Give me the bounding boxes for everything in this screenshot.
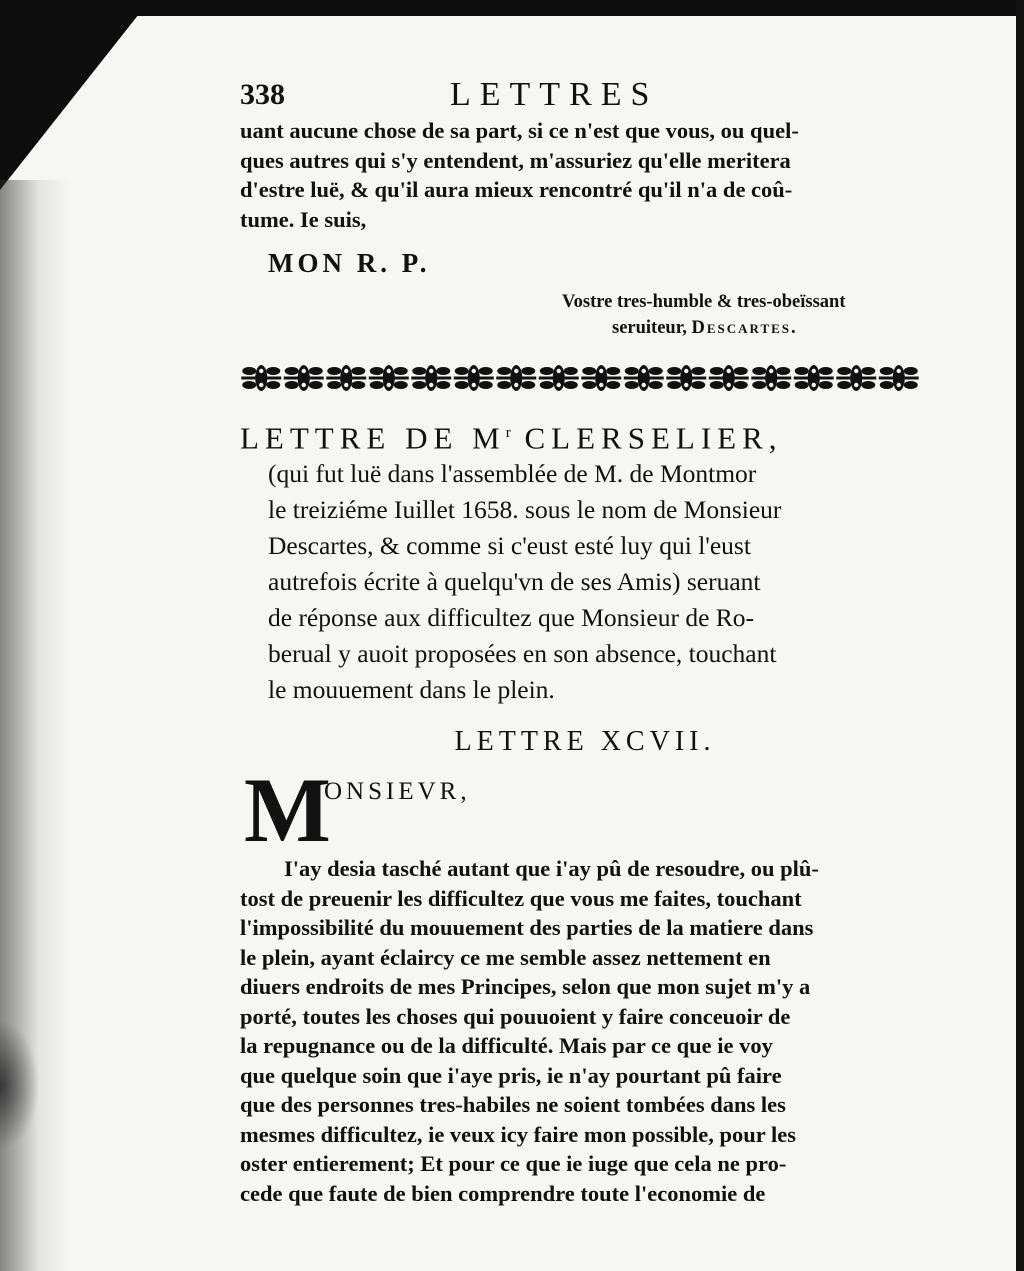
folded-corner [0,0,150,190]
ink-blot [0,1020,40,1150]
book-page [240,72,930,1208]
fleuron-icon [624,365,664,391]
text-line: diuers endroits de mes Principes, selon que mon sujet m'y a [240,974,811,1000]
text-line: oster entierement; Et pour ce que ie iuge que cela ne pro- [240,1151,787,1177]
fleuron-icon [539,365,579,391]
text-line: que des personnes tres-habiles ne soient tombées dans les [240,1092,786,1118]
fleuron-icon [751,365,791,391]
closing-prefix: seruiteur, [612,318,687,338]
fleuron-icon [666,365,706,391]
fleuron-icon [496,365,536,391]
fleuron-icon [836,365,876,391]
opening-word: ONSIEVR, [324,778,471,806]
text-line: cede que faute de bien comprendre toute l'economie de [240,1180,766,1206]
text-line: autrefois écrite à quelqu'vn de ses Amis) seruant [268,567,761,597]
ornamental-band [240,359,920,397]
fleuron-icon [709,365,749,391]
page-header [240,72,930,116]
heading-suffix: CLERSELIER, [524,420,783,456]
text-line: porté, toutes les choses qui pouuoient y faire conceuoir de [240,1003,791,1029]
text-line: uant aucune chose de sa part, si ce n'est que vous, ou quel- [240,118,799,143]
ornament-graphic [240,359,920,397]
heading-prefix: LETTRE DE M [240,420,506,456]
text-line: l'impossibilité du mouuement des parties de la matiere dans [240,915,814,941]
text-line: que quelque soin que i'aye pris, ie n'ay pourtant pû faire [240,1062,782,1088]
text-line: d'estre luë, & qu'il aura mieux rencontré qu'il n'a de coû- [240,177,793,202]
text-line: I'ay desia tasché autant que i'ay pû de resoudre, ou plû- [284,856,819,882]
page-number: 338 [240,78,285,111]
text-line: tume. Ie suis, [240,206,367,232]
closing-line [240,315,930,341]
fleuron-icon [411,365,451,391]
fleuron-icon [581,365,621,391]
drop-cap: M [244,759,331,862]
fleuron-icon [241,365,281,391]
text-line: (qui fut luë dans l'assemblée de M. de Montmor [268,459,757,489]
text-line: le treiziéme Iuillet 1658. sous le nom de Monsieur [268,495,782,525]
text-line: tost de preuenir les difficultez que vous me faites, touchant [240,885,802,911]
text-line: Descartes, & comme si c'eust esté luy qui l'eust [268,531,751,561]
letter-heading [240,415,930,456]
fleuron-icon [369,365,409,391]
fleuron-icon [284,365,324,391]
letter-opening [240,759,930,862]
fleuron-icon [794,365,834,391]
continuation-paragraph [240,116,930,234]
fleuron-icon [454,365,494,391]
scan-border-top [0,0,1024,16]
letter-body [240,854,930,1208]
letter-number: LETTRE XCVII. [454,726,716,758]
scan-border-right [1016,0,1024,1271]
text-line: le plein, ayant éclaircy ce me semble assez nettement en [240,944,771,970]
closing-formula [240,289,930,341]
salutation: MON R. P. [268,248,431,278]
fleuron-icon [326,365,366,391]
text-line: mesmes difficultez, ie veux icy faire mon possible, pour les [240,1121,796,1147]
fleuron-icon [879,365,919,391]
text-line: de réponse aux difficultez que Monsieur de Ro- [268,603,755,633]
running-title: LETTRES [450,76,659,113]
text-line: berual y auoit proposées en son absence, touchant [268,639,777,669]
text-line: la repugnance ou de la difficulté. Mais par ce que ie voy [240,1033,773,1059]
text-line: le mouuement dans le plein. [268,675,555,705]
text-line: ques autres qui s'y entendent, m'assuriez qu'elle meritera [240,147,791,173]
intro-paragraph [268,456,930,708]
closing-line: Vostre tres-humble & tres-obeïssant [562,292,846,312]
heading-superscript: r [505,425,511,441]
signature: Descartes. [691,318,798,338]
